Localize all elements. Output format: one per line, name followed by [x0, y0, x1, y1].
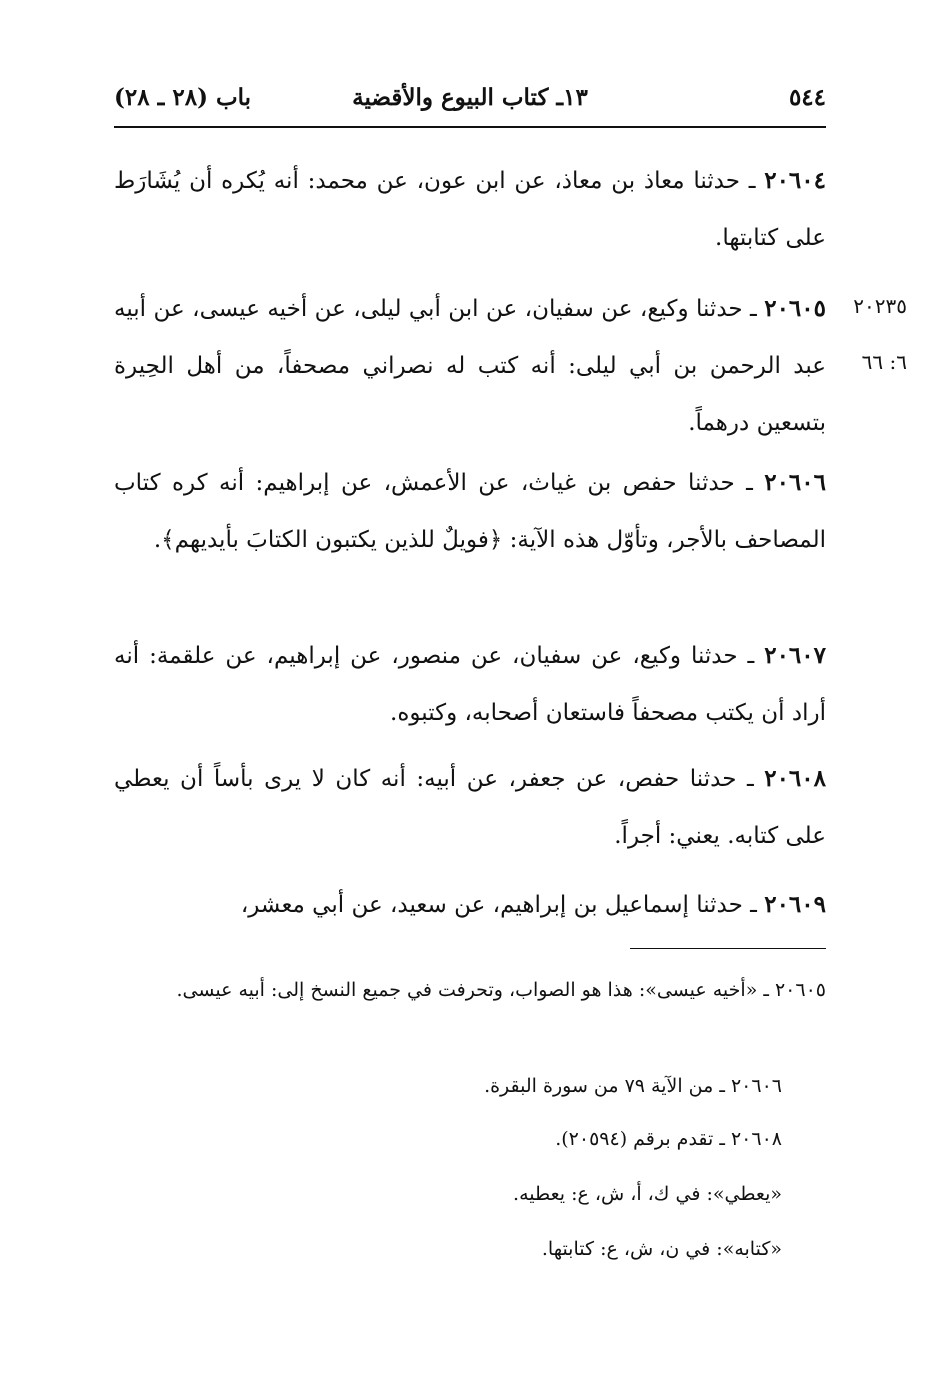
page-number: ٥٤٤: [788, 84, 826, 111]
hadith-entry: [114, 750, 826, 865]
hadith-text: ـ حدثنا إسماعيل بن إبراهيم، عن سعيد، عن أبي معشر،: [240, 892, 765, 918]
book-title: ١٣ـ كتاب البيوع والأقضية: [352, 84, 588, 111]
hadith-text: ـ حدثنا معاذ بن معاذ، عن ابن عون، عن محمد: أنه يُكره أن يُشَارَط على كتابتها.: [114, 168, 826, 251]
hadith-number: ٢٠٦٠٨: [764, 765, 826, 792]
footnote: ٢٠٦٠٥ ـ «أخيه عيسى»: هذا هو الصواب، وتحرفت في جميع النسخ إلى: أبيه عيسى.: [176, 979, 826, 1001]
footnote: «كتابه»: في ن، ش، ع: كتابتها.: [541, 1238, 782, 1260]
hadith-text: ـ حدثنا حفص بن غياث، عن الأعمش، عن إبراهيم: أنه كره كتاب المصاحف بالأجر، وتأوّل هذه الآية: ﴿فويلٌ للذين يكتبون الكتابَ بأيديهم﴾.: [114, 470, 826, 553]
chapter-label: باب (٢٨ ـ ٢٨): [114, 84, 252, 111]
hadith-text: ـ حدثنا وكيع، عن سفيان، عن ابن أبي ليلى، عن أخيه عيسى، عن أبيه عبد الرحمن بن أبي ليلى: أنه كتب له نصراني مصحفاً، من أهل الحِيرة بتسعين درهماً.: [114, 296, 826, 436]
footnote: «يعطي»: في ك، أ، ش، ع: يعطيه.: [513, 1183, 782, 1205]
footnote-separator: [630, 948, 826, 949]
footnote: ٢٠٦٠٨ ـ تقدم برقم (٢٠٥٩٤).: [555, 1128, 782, 1150]
header-rule: [114, 126, 826, 128]
running-header: [114, 84, 826, 124]
hadith-number: ٢٠٦٠٧: [764, 642, 826, 669]
hadith-number: ٢٠٦٠٦: [764, 469, 826, 496]
hadith-entry: [114, 280, 826, 452]
margin-reference-number: ٢٠٢٣٥: [853, 294, 907, 318]
hadith-number: ٢٠٦٠٤: [764, 167, 826, 194]
hadith-text: ـ حدثنا حفص، عن جعفر، عن أبيه: أنه كان لا يرى بأساً أن يعطي على كتابه. يعني: أجراً.: [114, 766, 826, 849]
hadith-entry: [114, 876, 826, 934]
footnote: ٢٠٦٠٦ ـ من الآية ٧٩ من سورة البقرة.: [484, 1075, 782, 1097]
hadith-text: ـ حدثنا وكيع، عن سفيان، عن منصور، عن إبراهيم، عن علقمة: أنه أراد أن يكتب مصحفاً فاستعان أصحابه، وكتبوه.: [114, 643, 826, 726]
margin-reference-location: ٦: ٦٦: [861, 350, 907, 374]
hadith-entry: [114, 152, 826, 267]
hadith-number: ٢٠٦٠٩: [764, 891, 826, 918]
hadith-entry: [114, 627, 826, 742]
hadith-number: ٢٠٦٠٥: [764, 295, 826, 322]
hadith-entry: [114, 454, 826, 569]
